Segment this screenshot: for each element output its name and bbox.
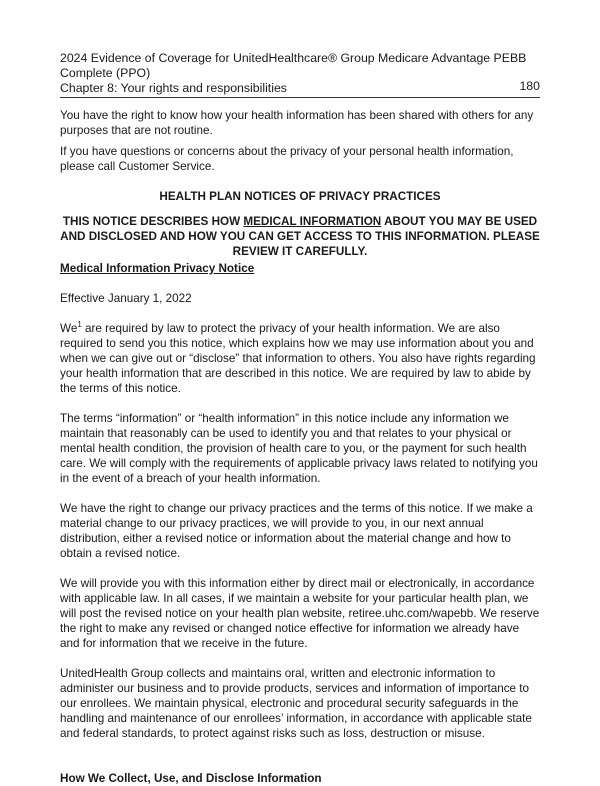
header-title: 2024 Evidence of Coverage for UnitedHealthcare® Group Medicare Advantage PEBB Complete (PPO) [60,51,527,80]
header-chapter: Chapter 8: Your rights and responsibilities [60,81,287,95]
header-divider [60,97,540,98]
paragraph-we-are-required [60,321,540,396]
page-header [60,51,540,96]
section-heading: HEALTH PLAN NOTICES OF PRIVACY PRACTICES [159,190,441,203]
paragraph-questions: If you have questions or concerns about the privacy of your personal health information, please call Customer Service. [60,145,514,173]
notice-warning-underline: MEDICAL INFORMATION [243,215,382,228]
page-body [60,108,540,786]
notice-title: Medical Information Privacy Notice [60,262,255,275]
notice-warning-pre: THIS NOTICE DESCRIBES HOW [62,215,244,228]
paragraph-we-are-required-text: are required by law to protect the privacy of your health information. We are also required to send you this notice, which explains how we may use information about you and when we can give out or “disclose” that information to others. You also have rights regarding your health information that are described in this notice. We are required by law to abide by the terms of this notice. [60,322,536,395]
paragraph-provide-information: We will provide you with this information either by direct mail or electronically, in accordance with applicable law. In all cases, if we maintain a website for your particular health plan, we will post the revised notice on your health plan website, retiree.uhc.com/wapebb. We reserve the right to make any revised or changed notice effective for information we already have and for information that we receive in the future. [60,577,540,650]
paragraph-unitedhealth-group: UnitedHealth Group collects and maintains oral, written and electronic information to administer our business and to provide products, services and information of importance to our enrollees. We maintain physical, electronic and procedural security safeguards in the handling and maintenance of our enrollees’ information, in accordance with applicable state and federal standards, to protect against risks such as loss, destruction or misuse. [60,667,532,740]
effective-date: Effective January 1, 2022 [60,292,192,305]
paragraph-terms: The terms “information” or “health information” in this notice include any information we maintain that reasonably can be used to identify you and that relates to your physical or mental health condition, the provision of health care to you, or the payment for such health care. We will comply with the requirements of applicable privacy laws related to notifying you in the event of a breach of your health information. [60,412,538,485]
paragraph-right-to-know: You have the right to know how your health information has been shared with others for any purposes that are not routine. [60,109,534,137]
we-word: We [60,322,78,335]
notice-warning-post: ABOUT YOU MAY BE USED AND DISCLOSED AND HOW YOU CAN GET ACCESS TO THIS INFORMATION. PLEASE REVIEW IT CAREFULLY. [60,215,540,258]
notice-warning [60,214,540,259]
page-number: 180 [519,79,540,93]
paragraph-right-to-change: We have the right to change our privacy practices and the terms of this notice. If we make a material change to our privacy practices, we will provide to you, in our next annual distribution, either a revised notice or information about the material change and how to obtain a revised notice. [60,502,533,560]
footnote-marker: 1 [77,320,82,330]
how-we-collect-heading: How We Collect, Use, and Disclose Information [60,772,322,785]
